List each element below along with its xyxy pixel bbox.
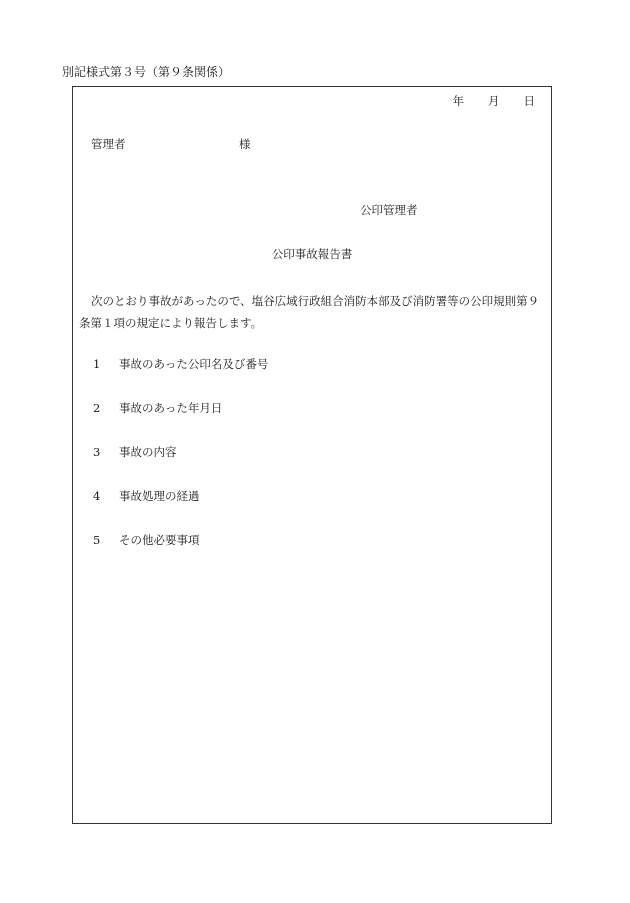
body-paragraph: 次のとおり事故があったので、塩谷広域行政組合消防本部及び消防署等の公印規則第９条第１項の規定により報告します。	[79, 294, 540, 330]
item-text: 事故の内容	[119, 445, 177, 459]
report-form-frame	[72, 86, 552, 824]
list-item	[93, 445, 177, 460]
year-label: 年	[452, 94, 464, 108]
day-label: 日	[523, 94, 535, 108]
list-item	[93, 357, 268, 372]
list-item	[93, 401, 222, 416]
document-title: 公印事故報告書	[271, 247, 353, 261]
month-label: 月	[488, 94, 500, 108]
item-text: 事故のあった公印名及び番号	[119, 357, 269, 371]
list-item	[93, 489, 200, 504]
sender-label: 公印管理者	[360, 203, 418, 217]
item-text: 事故処理の経過	[119, 489, 200, 503]
date-line	[453, 94, 536, 109]
item-number: 4	[93, 489, 101, 503]
item-number: 5	[93, 533, 101, 547]
item-number: 1	[93, 357, 101, 371]
list-item	[93, 533, 200, 548]
item-number: 3	[93, 445, 101, 459]
item-number: 2	[93, 401, 101, 415]
item-text: 事故のあった年月日	[119, 401, 223, 415]
form-number-label: 別記様式第３号（第９条関係）	[62, 65, 231, 79]
item-text: その他必要事項	[119, 533, 200, 547]
addressee-honorific: 様	[239, 137, 251, 151]
addressee-label: 管理者	[91, 137, 126, 151]
